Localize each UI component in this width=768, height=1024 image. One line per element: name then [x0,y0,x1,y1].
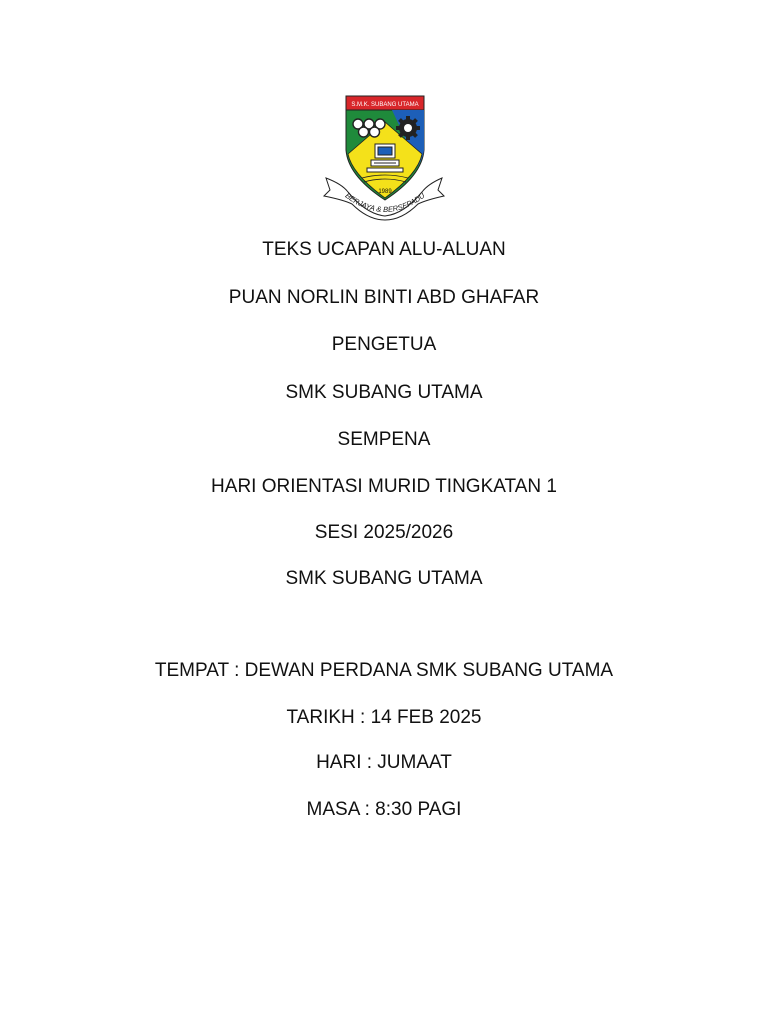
occasion-connector: SEMPENA [337,429,431,450]
school-name: SMK SUBANG UTAMA [285,382,483,403]
crest-year-text: 1989 [378,189,392,195]
speaker-position: PENGETUA [331,334,437,355]
time-line: MASA : 8:30 PAGI [306,799,462,820]
event-name: HARI ORIENTASI MURID TINGKATAN 1 [211,476,557,497]
venue-line: TEMPAT : DEWAN PERDANA SMK SUBANG UTAMA [154,660,614,681]
speech-title: TEKS UCAPAN ALU-ALUAN [262,239,506,260]
crest-motto-text: BERJAYA & BERSEPADU [343,190,427,215]
crest-banner-text: S.M.K. SUBANG UTAMA [351,102,419,108]
session-year: SESI 2025/2026 [314,522,454,543]
date-line: TARIKH : 14 FEB 2025 [286,707,482,728]
speaker-name: PUAN NORLIN BINTI ABD GHAFAR [228,287,540,308]
school-name-repeat: SMK SUBANG UTAMA [285,568,483,589]
day-line: HARI : JUMAAT [316,752,452,773]
school-crest-logo [322,92,446,222]
